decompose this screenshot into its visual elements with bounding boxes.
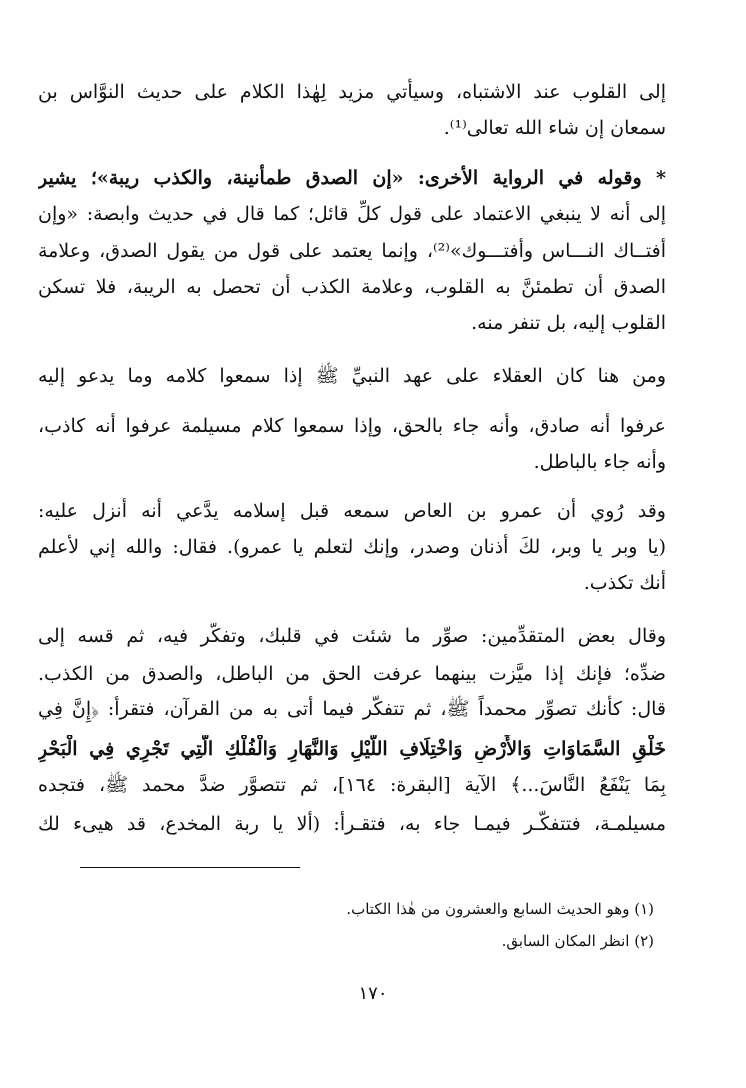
- body-line: سمعان إن شاء الله تعالى⁽¹⁾.: [443, 117, 666, 139]
- body-line: إلى القلوب عند الاشتباه، وسيأتي مزيد لِهٰذا الكلام على حديث النوَّاس بن: [38, 81, 666, 103]
- body-line: (يا وبر يا وبر، لكَ أذنان وصدر، وإنك لتعلم يا عمرو). فقال: والله إني لأعلم: [38, 536, 666, 558]
- body-line: وأنه جاء بالباطل.: [533, 451, 666, 473]
- body-line: بِمَا يَنْفَعُ النَّاسَ...﴾ الآية [البقرة: ١٦٤]، ثم تتصوَّر ضدَّ محمد ﷺ، فتجده: [38, 774, 666, 796]
- body-line: مسيلمـة، فتتفكَّـر فيمـا جاء به، فتقـرأ: (ألا يا ربة المخدع، قد هيىء لك: [38, 813, 666, 835]
- quran-verse-line: خَلْقِ السَّمَاوَاتِ وَالأَرْضِ وَاخْتِلَافِ اللَّيْلِ وَالنَّهَارِ وَالْفُلْكِ الَّتِي تَجْرِي فِي الْبَحْرِ: [38, 738, 666, 760]
- body-line: الصدق أن تطمئنَّ به القلوب، وعلامة الكذب أن تحصل به الريبة، فلا تسكن: [38, 276, 666, 298]
- body-line: * وقوله في الرواية الأخرى: «إن الصدق طمأنينة، والكذب ريبة»؛ يشير: [38, 167, 666, 189]
- footnote: (٢) انظر المكان السابق.: [501, 932, 654, 950]
- page-number: ١٧٠: [358, 983, 388, 1004]
- body-line: قال: كأنك تصوِّر محمداً ﷺ، ثم تتفكَّر فيما أتى به من القرآن، فتقرأ: ﴿إِنَّ فِي: [38, 698, 666, 720]
- body-line: إلى أنه لا ينبغي الاعتماد على قول كلِّ قائل؛ كما قال في حديث وابصة: «وإن: [38, 203, 666, 225]
- body-line: أفتــاك النـــاس وأفتـــوك»⁽²⁾، وإنما يعتمد على قول من يقول الصدق، وعلامة: [38, 240, 666, 262]
- body-line: ضدِّه؛ فإنك إذا ميَّزت بينهما عرفت الحق من الباطل، والصدق من الكذب.: [38, 663, 666, 685]
- footnote: (١) وهو الحديث السابع والعشرون من هٰذا الكتاب.: [346, 900, 654, 918]
- body-line: ومن هنا كان العقلاء على عهد النبيِّ ﷺ إذا سمعوا كلامه وما يدعو إليه: [38, 365, 666, 387]
- body-line: وقد رُوي أن عمرو بن العاص سمعه قبل إسلامه يدَّعي أنه أُنزل عليه:: [38, 500, 666, 522]
- body-line: عرفوا أنه صادق، وأنه جاء بالحق، وإذا سمعوا كلام مسيلمة عرفوا أنه كاذب،: [38, 415, 666, 437]
- body-line: أنك تكذب.: [583, 572, 666, 594]
- footnote-separator: [80, 867, 300, 868]
- body-line: القلوب إليه، بل تنفر منه.: [471, 312, 666, 334]
- body-line: وقال بعض المتقدِّمين: صوِّر ما شئت في قلبك، وتفكَّر فيه، ثم قسه إلى: [38, 625, 666, 647]
